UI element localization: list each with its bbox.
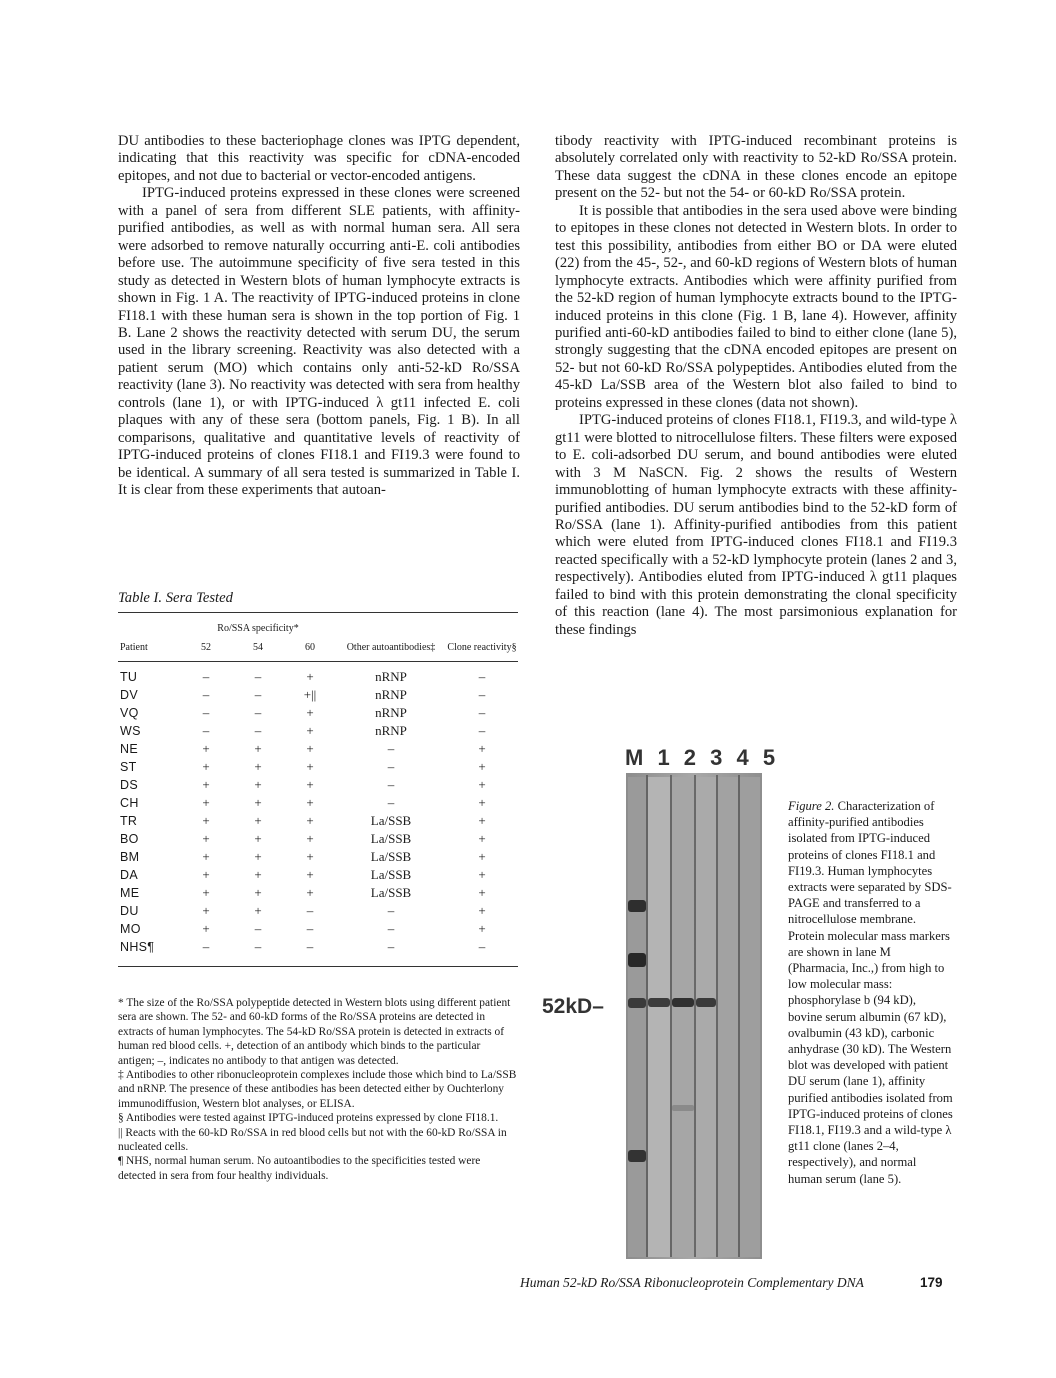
table-cell: La/SSB — [370, 831, 412, 846]
table-cell: + — [202, 849, 210, 864]
table-cell: + — [478, 795, 486, 810]
table-cell: – — [478, 939, 486, 954]
table-cell: + — [478, 759, 486, 774]
table-cell: + — [306, 867, 314, 882]
table-cell: + — [478, 849, 486, 864]
table-cell: + — [254, 777, 262, 792]
column-header: Clone reactivity§ — [447, 642, 517, 653]
paragraph: IPTG-induced proteins of clones FI18.1, FI19.3, and wild-type λ gt11 were blotted to nitrocellulose filters. These filters were exposed to E. coli-adsorbed DU serum, and bound antibodies were eluted with 3 M NaSCN. Fig. 2 shows the results of Western immunoblotting of human lymphocyte extracts with these affinity-purified antibodies. DU serum antibodies bind to the 52-kD form of Ro/SSA (lane 1). Affinity-purified antibodies from this patient which were eluted from IPTG-induced clones FI18.1 and FI19.3 reacted specifically with a 52-kD lymphocyte protein (lanes 2 and 3, respectively). Antibodies eluted from IPTG-induced λ gt11 plaques failed to bind with this protein demonstrating the clonal specificity of this reaction (lane 4). The most parsimonious explanation for these findings — [555, 412, 957, 638]
table-cell: – — [306, 939, 314, 954]
table-cell: + — [306, 831, 314, 846]
table-cell: nRNP — [375, 705, 407, 720]
table-cell: DS — [120, 778, 138, 792]
table-cell: La/SSB — [370, 849, 412, 864]
column-header: Patient — [120, 642, 148, 653]
table-cell: ME — [120, 886, 140, 900]
table-cell: – — [387, 921, 395, 936]
table-cell: ST — [120, 760, 137, 774]
table-cell: TU — [120, 670, 138, 684]
table-top-rule — [118, 612, 518, 613]
table-cell: + — [478, 777, 486, 792]
table-cell: – — [254, 669, 262, 684]
figure-caption — [788, 798, 953, 1187]
table-cell: + — [306, 759, 314, 774]
paragraph: It is possible that antibodies in the sera used above were binding to epitopes in these clones not detected in Western blots. In order to test this possibility, antibodies from either BO or DA were eluted (22) from the 45-, 52-, and 60-kD regions of Western blots of human lymphocyte extracts. Antibodies which were affinity purified from the 52-kD region of human lymphocyte extracts bound to the IPTG-induced proteins in this clone (Fig. 1 B, lane 4). However, affinity purified anti-60-kD antibodies failed to bind to either clone (lane 5), strongly suggesting that the cDNA encoded epitopes are present on 52- but not 60-kD Ro/SSA polypeptides. Antibodies eluted from the 45-kD La/SSB area of the Western blot also failed to bind to proteins expressed in these clones (data not shown). — [555, 202, 957, 411]
figure-caption-text: Characterization of affinity-purified antibodies isolated from IPTG-induced proteins of clones FI18.1 and FI19.3. Human lymphocytes extracts were separated by SDS-PAGE and transferred to a nitrocellulose membrane. Protein molecular mass markers are shown in lane M (Pharmacia, Inc.,) from high to low molecular mass: phosphorylase b (94 kD), bovine serum albumin (67 kD), ovalbumin (43 kD), carbonic anhydrase (30 kD). The Western blot was developed with patient DU serum (lane 1), affinity purified antibodies isolated from IPTG-induced proteins of clones FI18.1, FI19.3 and a wild-type λ gt11 clone (lanes 2–4, respectively), and normal human serum (lane 5). — [788, 799, 953, 1186]
table-cell: – — [254, 687, 262, 702]
table-bottom-rule — [118, 966, 518, 967]
table-row — [118, 884, 518, 902]
table-row — [118, 812, 518, 830]
table-cell: NHS¶ — [120, 940, 155, 954]
table-cell: + — [254, 759, 262, 774]
table-cell: nRNP — [375, 687, 407, 702]
lane-1 — [648, 777, 670, 1257]
table-footnotes — [118, 996, 518, 1183]
group-header: Ro/SSA specificity* — [217, 623, 299, 634]
table-row — [118, 686, 518, 704]
table-cell: + — [202, 903, 210, 918]
table-cell: – — [306, 921, 314, 936]
table-cell: TR — [120, 814, 138, 828]
table-cell: – — [254, 705, 262, 720]
table-cell: + — [202, 867, 210, 882]
band-lane-2 — [672, 998, 694, 1007]
table-cell: – — [306, 903, 314, 918]
lane-4 — [718, 777, 738, 1257]
table-cell: + — [478, 867, 486, 882]
footnote: || Reacts with the 60-kD Ro/SSA in red blood cells but not with the 60-kD Ro/SSA in nucleated cells. — [118, 1126, 507, 1154]
table-cell: + — [254, 795, 262, 810]
table-cell: – — [254, 939, 262, 954]
table-cell: – — [478, 723, 486, 738]
band-lane-3 — [696, 998, 716, 1007]
lane-m — [628, 777, 646, 1257]
table-cell: + — [254, 813, 262, 828]
table-cell: + — [202, 759, 210, 774]
table-cell: BO — [120, 832, 139, 846]
marker-band-94kd — [628, 900, 646, 912]
lane-2 — [672, 777, 694, 1257]
table-cell: – — [387, 741, 395, 756]
table-cell: VQ — [120, 706, 139, 720]
western-blot-figure — [540, 745, 780, 1265]
paragraph: tibody reactivity with IPTG-induced recombinant proteins is absolutely correlated only with reactivity to 52-kD Ro/SSA protein. These data suggest the cDNA in these clones encode an epitope present on the 52- but not the 54- or 60-kD Ro/SSA protein. — [555, 133, 957, 202]
footnote: § Antibodies were tested against IPTG-induced proteins expressed by clone FI18.1. — [118, 1112, 499, 1125]
table-cell: + — [306, 777, 314, 792]
table-row — [118, 902, 518, 920]
table-row — [118, 740, 518, 758]
marker-band-52kd — [628, 998, 646, 1008]
table-cell: + — [478, 885, 486, 900]
table-cell: + — [254, 867, 262, 882]
table-cell: + — [478, 813, 486, 828]
band-lane-1 — [648, 998, 670, 1007]
table-cell: + — [202, 885, 210, 900]
table-cell: + — [254, 885, 262, 900]
table-cell: + — [202, 741, 210, 756]
table-cell: nRNP — [375, 669, 407, 684]
table-cell: + — [202, 813, 210, 828]
marker-52kd-label: 52kD– — [542, 995, 604, 1018]
table-cell: – — [478, 705, 486, 720]
table-cell: + — [254, 741, 262, 756]
sera-table — [118, 612, 518, 967]
blot-image — [540, 745, 780, 1265]
table-row — [118, 704, 518, 722]
table-cell: + — [306, 795, 314, 810]
table-cell: – — [387, 759, 395, 774]
footnote: ‡ Antibodies to other ribonucleoprotein complexes include those which bind to La/SSB and nRNP. The presence of these antibodies has been detected either by Ouchterlony immunodiffusion, Western blot analyses, or ELISA. — [118, 1069, 517, 1110]
table-row — [118, 920, 518, 938]
column-header: 60 — [305, 642, 315, 653]
table-cell: MO — [120, 922, 141, 936]
table-row — [118, 758, 518, 776]
table-cell: + — [306, 705, 314, 720]
table-row — [118, 722, 518, 740]
column-header: 52 — [201, 642, 211, 653]
paragraph: DU antibodies to these bacteriophage clones was IPTG dependent, indicating that this reactivity was specific for cDNA-encoded epitopes, and not due to bacterial or vector-encoded antigens. — [118, 133, 520, 184]
table-caption: Table I. Sera Tested — [118, 590, 233, 606]
table-row — [118, 866, 518, 884]
figure-caption-title: Figure 2. — [788, 799, 835, 813]
lane-labels: M 1 2 3 4 5 — [625, 745, 780, 770]
table-cell: La/SSB — [370, 867, 412, 882]
table-cell: DU — [120, 904, 139, 918]
table-cell: + — [202, 831, 210, 846]
running-footer: Human 52-kD Ro/SSA Ribonucleoprotein Complementary DNA — [520, 1275, 864, 1290]
table-cell: BM — [120, 850, 140, 864]
left-column — [118, 133, 520, 500]
table-cell: La/SSB — [370, 885, 412, 900]
paragraph: IPTG-induced proteins expressed in these clones were screened with a panel of sera from different SLE patients, with affinity-purified antibodies, as well as with normal human sera. All sera were adsorbed to remove naturally occurring anti-E. coli antibodies before use. The autoimmune specificity of five sera tested in this study as detected in Western blots of human lymphocyte extracts is shown in Fig. 1 A. The reactivity of IPTG-induced proteins in clone FI18.1 with these human sera is shown in the top portion of Fig. 1 B. Lane 2 shows the reactivity detected with serum DU, the serum used in the library screening. Reactivity was also detected with a patient serum (MO) which contains only anti-52-kD Ro/SSA reactivity (lane 3). No reactivity was detected with sera from healthy controls (lane 1), or with IPTG-induced λ gt11 infected E. coli plaques with any of these sera (bottom panels, Fig. 1 B). In all comparisons, qualitative and quantitative levels of reactivity of IPTG-induced proteins of clones FI18.1 and FI19.3 were found to be identical. A summary of all sera tested is summarized in Table I. It is clear from these experiments that autoan- — [118, 185, 520, 499]
table-cell: – — [478, 669, 486, 684]
table-cell: + — [306, 885, 314, 900]
right-column — [555, 133, 957, 639]
table-row — [118, 776, 518, 794]
table-row — [118, 848, 518, 866]
footnote: ¶ NHS, normal human serum. No autoantibodies to the specificities tested were detected in sera from four healthy individuals. — [118, 1155, 481, 1182]
table-cell: + — [478, 741, 486, 756]
marker-band-67kd — [628, 953, 646, 967]
table-cell: – — [254, 921, 262, 936]
table-row — [118, 938, 518, 956]
table-cell: + — [478, 831, 486, 846]
table-cell: + — [254, 849, 262, 864]
table-cell: – — [202, 669, 210, 684]
table-cell: + — [306, 723, 314, 738]
table-cell: La/SSB — [370, 813, 412, 828]
table-cell: DA — [120, 868, 138, 882]
table-row — [118, 668, 518, 686]
lane-3 — [696, 777, 716, 1257]
table-cell: WS — [120, 724, 141, 738]
table-cell: – — [387, 777, 395, 792]
table-cell: + — [202, 921, 210, 936]
column-header: Other autoantibodies‡ — [346, 642, 436, 653]
page-number: 179 — [920, 1275, 943, 1290]
table-row — [118, 830, 518, 848]
table-cell: – — [254, 723, 262, 738]
footnote: * The size of the Ro/SSA polypeptide detected in Western blots using different patient sera are shown. The 52- and 60-kD forms of the Ro/SSA proteins are detected in extracts of human lymphocytes. The 54-kD Ro/SSA protein is detected in extracts of human red blood cells. +, detection of an antibody which binds to the particular antigen; –, indicates no antibody to that antigen was detected. — [118, 997, 511, 1067]
table-cell: +|| — [303, 687, 317, 702]
table-cell: – — [202, 939, 210, 954]
table-cell: + — [254, 903, 262, 918]
table-cell: – — [202, 705, 210, 720]
table-cell: CH — [120, 796, 139, 810]
table-cell: – — [202, 723, 210, 738]
table-cell: – — [387, 903, 395, 918]
table-cell: + — [478, 921, 486, 936]
table-cell: + — [306, 813, 314, 828]
lane-5 — [740, 777, 760, 1257]
table-cell: + — [306, 741, 314, 756]
table-cell: + — [306, 849, 314, 864]
table-cell: – — [478, 687, 486, 702]
table-cell: NE — [120, 742, 138, 756]
table-cell: DV — [120, 688, 138, 702]
table-cell: nRNP — [375, 723, 407, 738]
table-cell: + — [202, 795, 210, 810]
table-cell: + — [306, 669, 314, 684]
table-cell: + — [254, 831, 262, 846]
table-cell: – — [387, 939, 395, 954]
faint-band — [672, 1105, 694, 1111]
table-cell: + — [478, 903, 486, 918]
column-header: 54 — [253, 642, 263, 653]
table-cell: + — [202, 777, 210, 792]
table-cell: – — [202, 687, 210, 702]
table-cell: – — [387, 795, 395, 810]
table-row — [118, 794, 518, 812]
marker-band-30kd — [628, 1150, 646, 1162]
